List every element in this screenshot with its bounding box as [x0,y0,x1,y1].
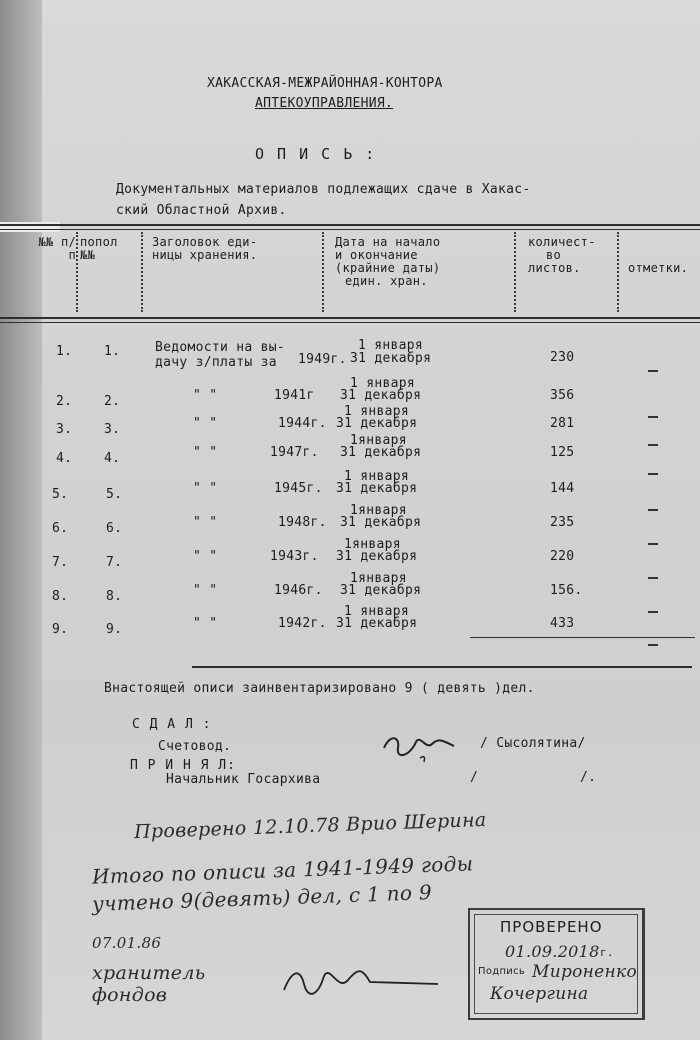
row-addendum-number: 1. [104,344,121,359]
org-line-2: АПТЕКОУПРАВЛЕНИЯ. [255,96,394,111]
column-divider [141,232,143,312]
row-start-date: 1января [344,537,401,552]
row-sheet-count: 356 [550,388,575,403]
row-notes-dash [648,370,658,372]
keeper-signature-icon [278,962,448,1002]
handed-signature-icon [380,728,460,768]
column-header-addendum: попол №№ [80,235,118,262]
row-ditto-marks: " " [193,445,218,460]
org-line-1: ХАКАССКАЯ-МЕЖРАЙОННАЯ-КОНТОРА [207,76,443,91]
row-year: 1941г [274,388,315,403]
column-header-count-3: листов. [528,261,581,275]
column-header-number: №№ п/п [38,235,76,262]
row-start-date: 1 января [344,604,410,619]
table-top-rule-2 [0,229,700,230]
column-divider [514,232,516,312]
row-year: 1945г. [274,481,323,496]
column-divider [322,232,324,312]
row-ditto-marks: " " [193,515,218,530]
row-addendum-number: 4. [104,451,121,466]
row-addendum-number: 7. [106,555,123,570]
row-year: 1949г. [298,352,347,367]
row-year: 1942г. [278,616,327,631]
received-role: Начальник Госархива [166,772,321,787]
row-end-date: 31 декабря [340,515,422,530]
row-number: 8. [52,589,69,604]
row-end-date: 31 декабря [336,549,418,564]
row-start-date: 1 января [344,404,410,419]
handed-role: Счетовод. [158,739,232,754]
table-header-rule [0,317,700,319]
row-start-date: 1 января [344,469,410,484]
row-number: 4. [56,451,73,466]
handwritten-role-1: хранитель [92,962,206,984]
row-notes-dash [648,416,658,418]
row-ditto-marks: " " [193,416,218,431]
row-sheet-count: 144 [550,481,575,496]
column-header-dates-3: (крайние даты) [335,261,441,275]
column-header-count-2: во [546,248,562,262]
row-notes-dash [648,577,658,579]
handwritten-total-line-2: учтено 9(девять) дел, с 1 по 9 [91,880,433,916]
subtitle-line-2: ский Областной Архив. [116,203,287,218]
row-sheet-count: 125 [550,445,575,460]
row-ditto-marks: " " [193,481,218,496]
row-year: 1948г. [278,515,327,530]
table-top-rule [0,224,700,226]
row-end-date: 31 декабря [336,416,418,431]
row-number: 9. [52,622,69,637]
column-header-dates-2: и окончание [335,248,418,262]
row-notes-dash [648,611,658,613]
column-header-title-2: ницы хранения. [152,248,258,262]
row-notes-dash [648,473,658,475]
column-divider [617,232,619,312]
row-year: 1946г. [274,583,323,598]
row-notes-dash [648,543,658,545]
handwritten-date: 07.01.86 [92,934,162,952]
row-end-date: 31 декабря [336,616,418,631]
row-start-date: 1января [350,433,407,448]
row-notes-dash [648,644,658,646]
row-sheet-count: 156. [550,583,583,598]
column-header-dates-1: Дата на начало [335,235,441,249]
row-ditto-marks: " " [193,388,218,403]
column-header-dates-4: един. хран. [345,274,428,288]
row-end-date: 31 декабря [340,445,422,460]
row-number: 7. [52,555,69,570]
column-header-count-1: количест- [528,235,596,249]
stamp-signature-name-2: Кочергина [490,984,589,1004]
row-year: 1947г. [270,445,319,460]
row-addendum-number: 6. [106,521,123,536]
row-number: 5. [52,487,69,502]
subtitle-line-1: Документальных материалов подлежащих сдаче в Хакас- [116,182,531,197]
stamp-signature-label: Подпись [478,966,526,977]
row-title-line-2: дачу з/платы за [155,355,277,370]
handwritten-total-line-1: Итого по описи за 1941-1949 годы [91,851,474,889]
stamp-title: ПРОВЕРЕНО [500,918,603,936]
table-bottom-rule [192,666,692,668]
summary-line: Внастоящей описи заинвентаризировано 9 ( девять )дел. [104,681,535,696]
table-header-rule-2 [0,322,700,323]
row-sheet-count: 230 [550,350,575,365]
row-addendum-number: 8. [106,589,123,604]
row-end-date: 31 декабря [340,583,422,598]
document-title: О П И С Ь : [255,145,377,163]
row-addendum-number: 2. [104,394,121,409]
handed-label: С Д А Л : [132,717,212,732]
received-slash-1: / [470,770,479,785]
row-notes-dash [648,444,658,446]
row-sheet-count: 235 [550,515,575,530]
handwritten-role-2: фондов [92,984,168,1006]
row-year: 1944г. [278,416,327,431]
table-last-row-rule [470,637,695,638]
column-header-title-1: Заголовок еди- [152,235,258,249]
row-start-date: 1января [350,571,407,586]
row-ditto-marks: " " [193,616,218,631]
row-end-date: 31 декабря [350,351,432,366]
row-year: 1943г. [270,549,319,564]
row-sheet-count: 220 [550,549,575,564]
row-sheet-count: 281 [550,416,575,431]
row-addendum-number: 5. [106,487,123,502]
row-addendum-number: 3. [104,422,121,437]
row-number: 6. [52,521,69,536]
stamp-date-suffix: г. [600,946,614,959]
row-sheet-count: 433 [550,616,575,631]
row-number: 2. [56,394,73,409]
row-start-date: 1 января [358,338,424,353]
row-addendum-number: 9. [106,622,123,637]
row-title-line-1: Ведомости на вы- [155,340,286,355]
stamp-date: 01.09.2018 [505,942,600,961]
column-header-notes: отметки. [628,261,689,275]
row-ditto-marks: " " [193,549,218,564]
row-end-date: 31 декабря [336,481,418,496]
received-label: П Р И Н Я Л: [130,758,236,773]
row-number: 3. [56,422,73,437]
stamp-signature-name: Мироненко [532,962,638,982]
row-start-date: 1 января [350,376,416,391]
row-end-date: 31 декабря [340,388,422,403]
row-ditto-marks: " " [193,583,218,598]
handwritten-verified-note: Проверено 12.10.78 Врио Шерина [133,808,487,844]
received-slash-2: /. [580,770,597,785]
row-notes-dash [648,509,658,511]
handed-name: / Сысолятина/ [480,736,586,751]
row-start-date: 1января [350,503,407,518]
row-number: 1. [56,344,73,359]
column-divider [76,232,78,312]
binder-spine [0,0,42,1040]
